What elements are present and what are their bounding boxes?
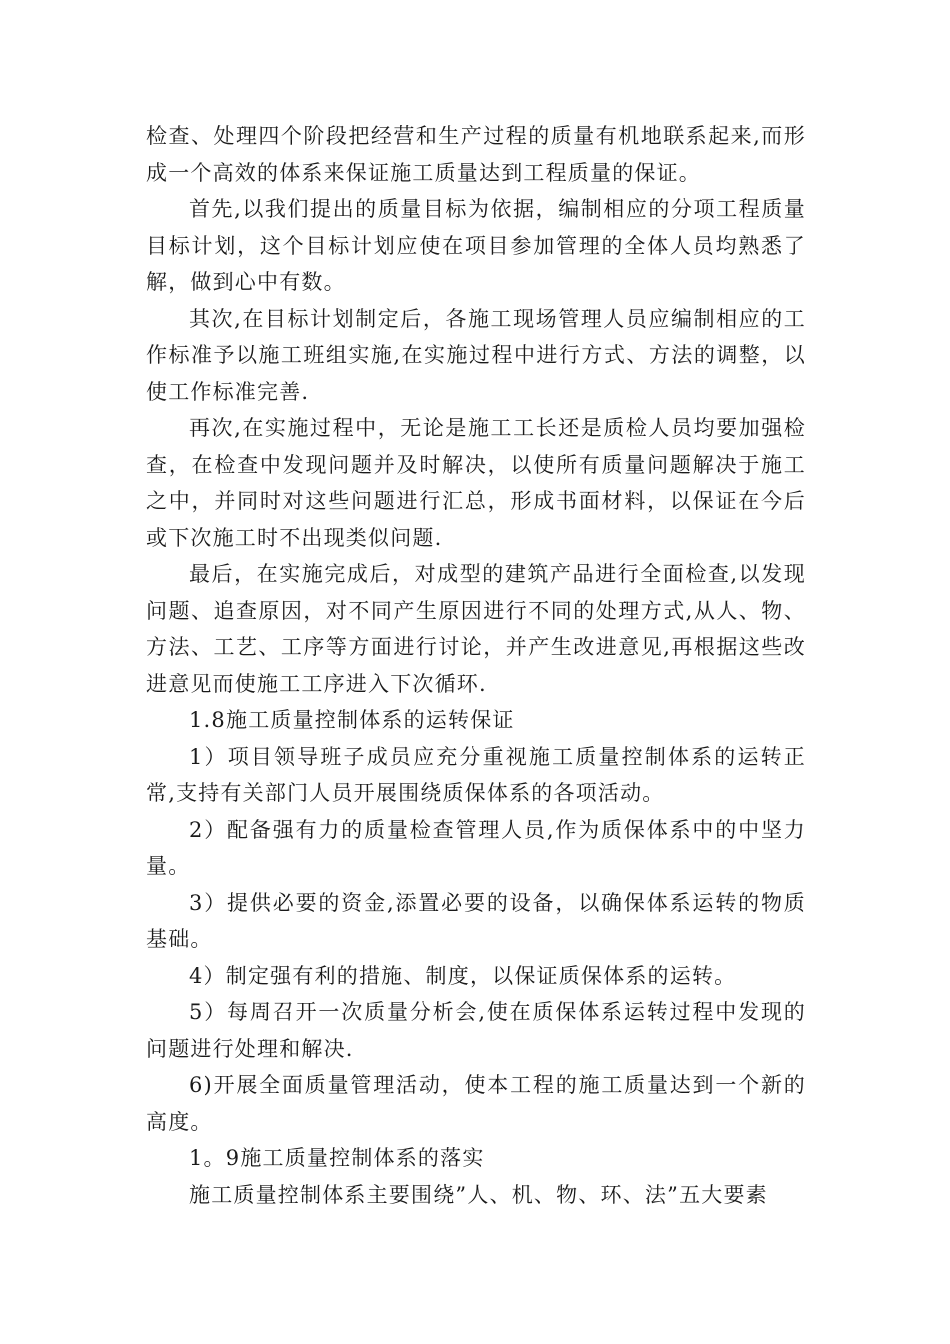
list-item-5: 5）每周召开一次质量分析会,使在质保体系运转过程中发现的问题进行处理和解决.: [146, 1000, 806, 1061]
paragraph-continuation: 检查、处理四个阶段把经营和生产过程的质量有机地联系起来,而形成一个高效的体系来保证施工质量达到工程质量的保证。: [146, 124, 806, 185]
list-item-1: 1）项目领导班子成员应充分重视施工质量控制体系的运转正常,支持有关部门人员开展围绕质保体系的各项活动。: [146, 744, 806, 805]
paragraph-third: 再次,在实施过程中，无论是施工工长还是质检人员均要加强检查，在检查中发现问题并及时解决，以使所有质量问题解决于施工之中，并同时对这些问题进行汇总，形成书面材料，以保证在今后或下次施工时不出现类似问题.: [146, 416, 806, 550]
list-item-2: 2）配备强有力的质量检查管理人员,作为质保体系中的中坚力量。: [146, 817, 806, 878]
paragraph-last: 最后，在实施完成后，对成型的建筑产品进行全面检查,以发现问题、追查原因，对不同产生原因进行不同的处理方式,从人、物、方法、工艺、工序等方面进行讨论，并产生改进意见,再根据这些改进意见而使施工工序进入下次循环.: [146, 562, 806, 696]
list-item-3: 3）提供必要的资金,添置必要的设备，以确保体系运转的物质基础。: [146, 890, 806, 951]
section-heading-1-8: 1.8施工质量控制体系的运转保证: [189, 708, 515, 732]
paragraph-second: 其次,在目标计划制定后，各施工现场管理人员应编制相应的工作标准予以施工班组实施,在实施过程中进行方式、方法的调整，以使工作标准完善.: [146, 306, 806, 404]
paragraph-first: 首先,以我们提出的质量目标为依据，编制相应的分项工程质量目标计划，这个目标计划应使在项目参加管理的全体人员均熟悉了解，做到心中有数。: [146, 197, 806, 294]
section-heading-1-9: 1。9施工质量控制体系的落实: [189, 1146, 485, 1170]
paragraph-section-1-9: 施工质量控制体系主要围绕”人、机、物、环、法”五大要素: [189, 1182, 768, 1207]
list-item-6: 6)开展全面质量管理活动，使本工程的施工质量达到一个新的高度。: [146, 1073, 806, 1134]
document-body: [146, 118, 806, 1213]
list-item-4: 4）制定强有利的措施、制度，以保证质保体系的运转。: [189, 963, 737, 988]
